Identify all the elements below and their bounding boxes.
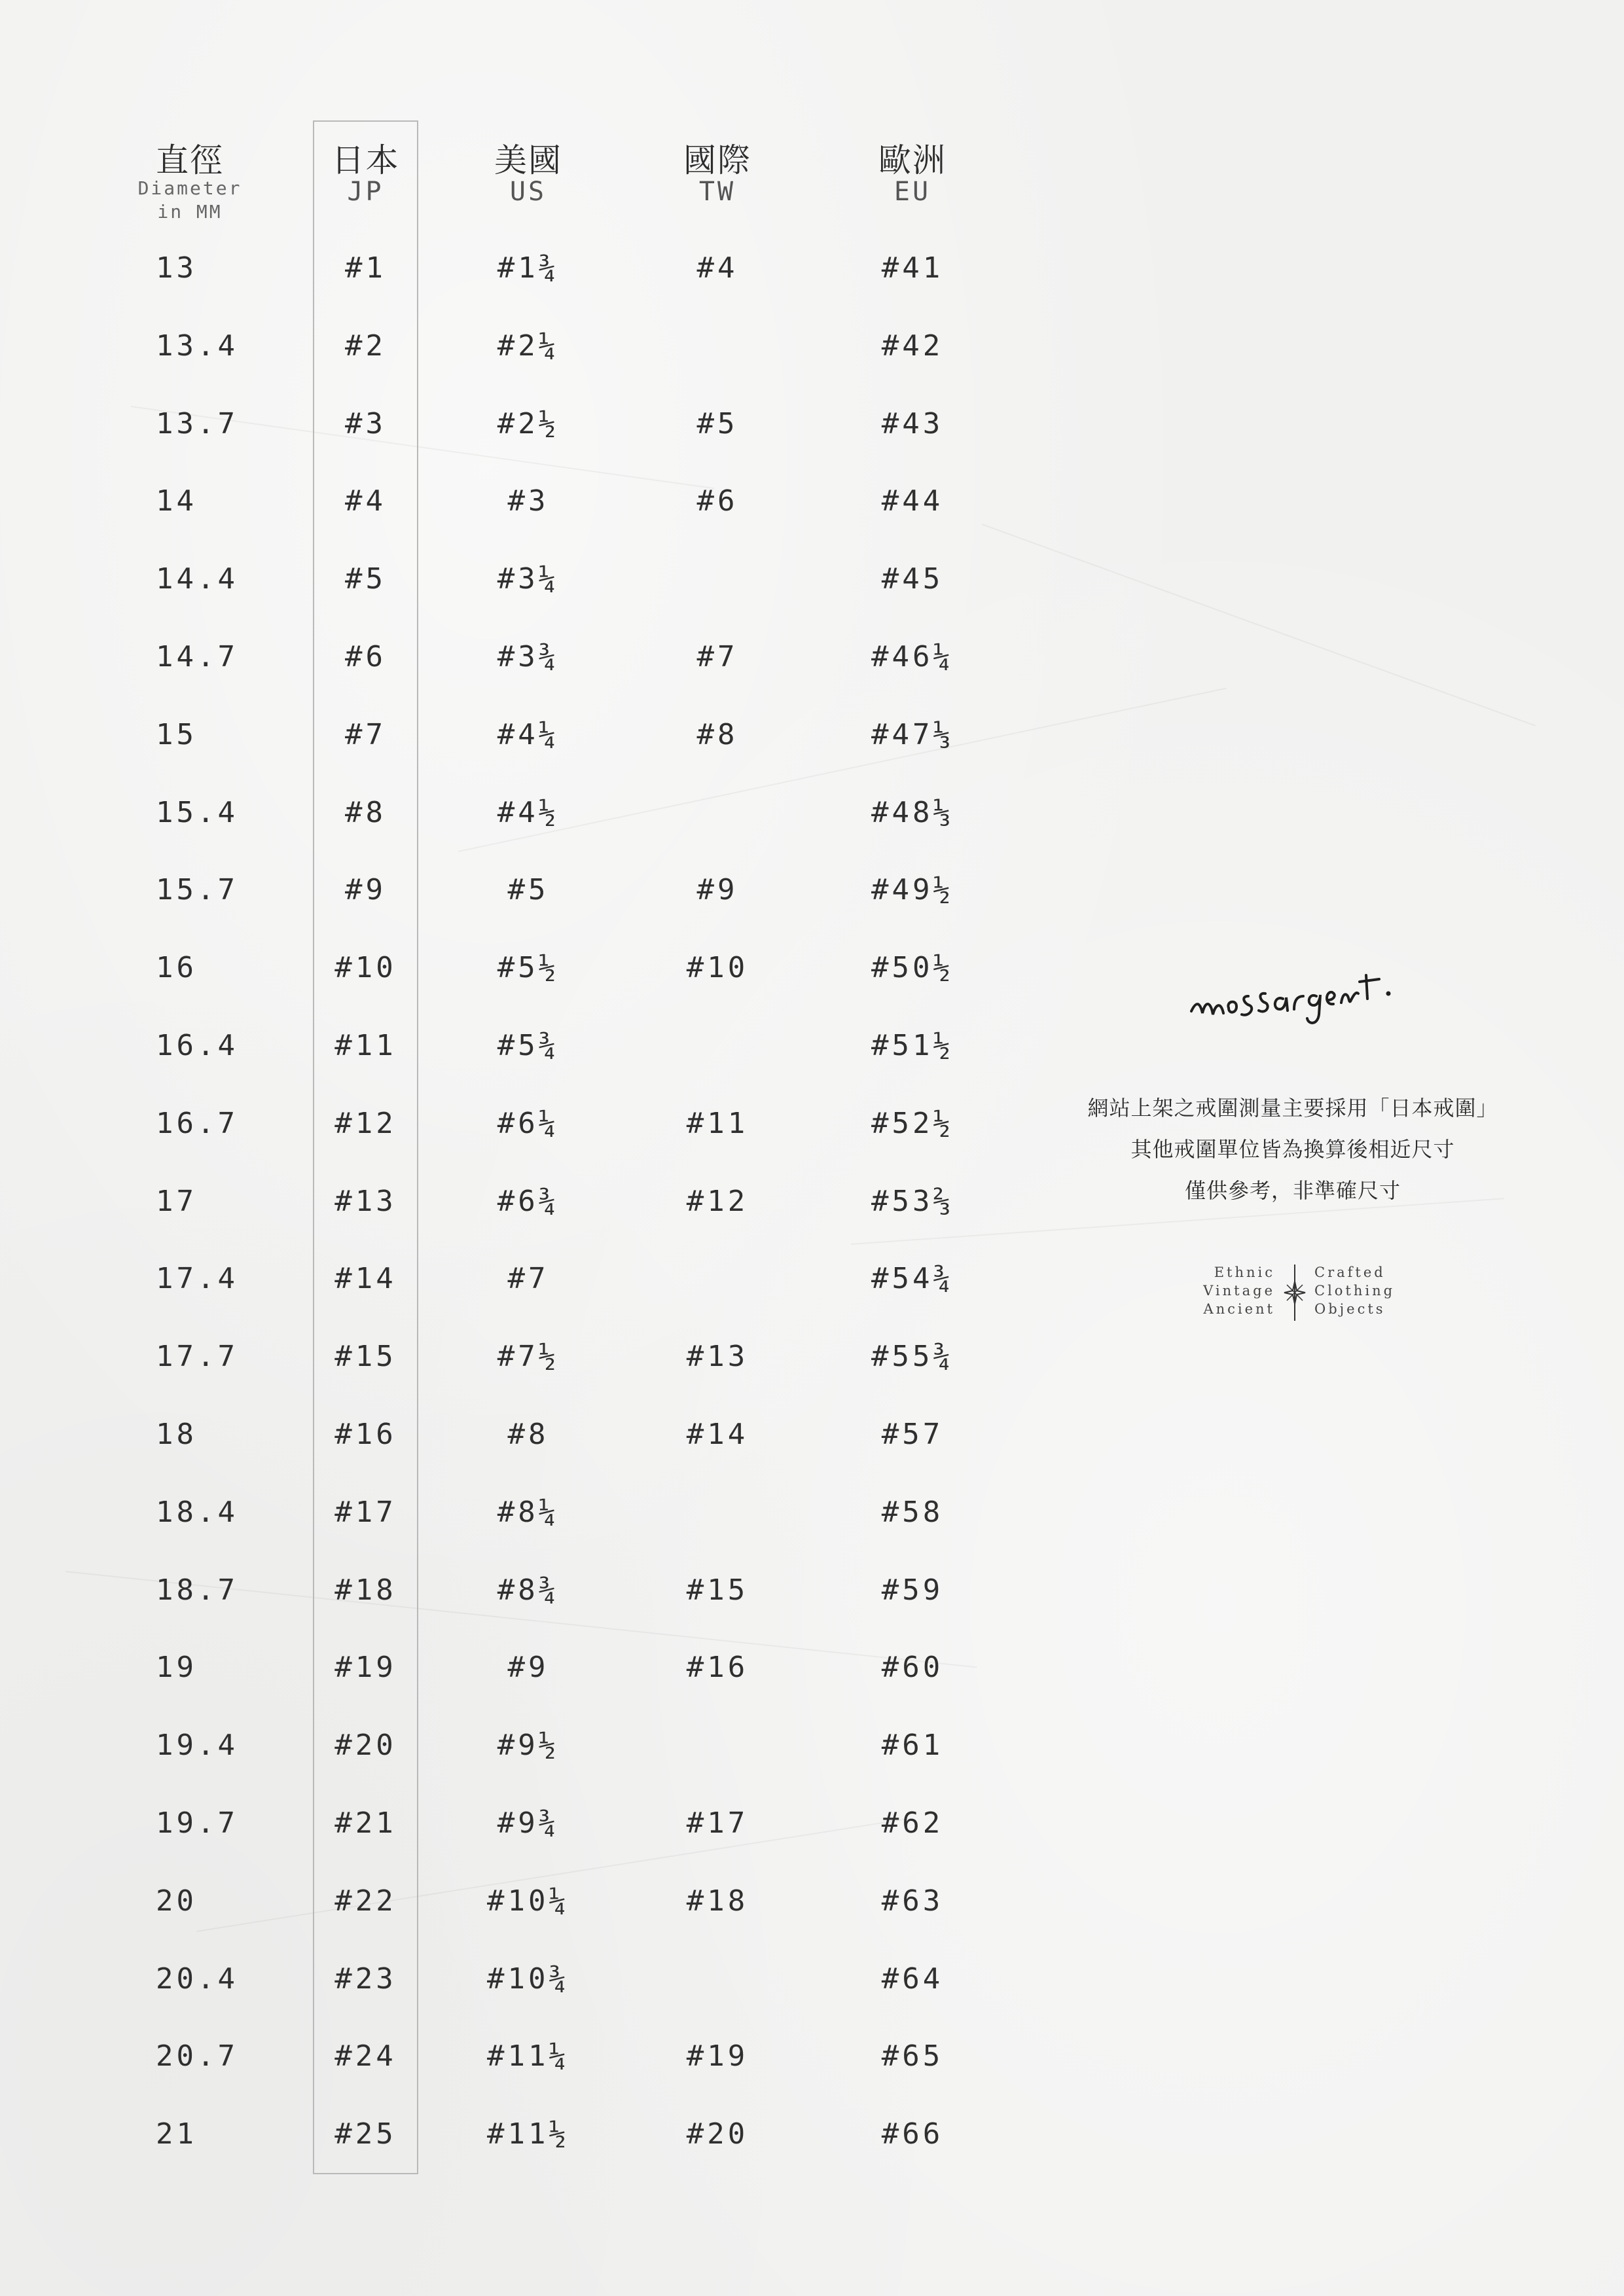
cell-us: #2½	[497, 406, 560, 440]
cell-mm: 14.4	[156, 562, 238, 596]
cell-mm: 14	[156, 484, 197, 518]
cell-mm: 19.4	[156, 1729, 238, 1763]
cell-us: #7	[507, 1262, 549, 1296]
cell-us: #9	[507, 1651, 549, 1685]
cell-jp: #23	[334, 1962, 397, 1996]
cell-eu: #42	[881, 329, 944, 363]
cell-jp: #10	[334, 951, 397, 985]
cell-jp: #2	[345, 329, 386, 363]
cell-tw: #9	[696, 873, 738, 907]
cell-tw	[652, 327, 783, 366]
cell-tw: #6	[696, 484, 738, 518]
cell-us: #5¾	[497, 1029, 560, 1062]
cell-mm: 14.7	[156, 640, 238, 673]
header-tw-zh: 國際	[683, 141, 751, 179]
cell-tw: #16	[686, 1651, 749, 1685]
cell-tw: #20	[686, 2117, 749, 2151]
cell-tw	[652, 1259, 783, 1299]
cell-us: #11¼	[487, 2039, 569, 2073]
cell-mm: 15.7	[156, 873, 238, 907]
cell-mm: 18.4	[156, 1495, 238, 1529]
column-diameter	[124, 0, 255, 2296]
cell-tw: #8	[696, 717, 738, 751]
cell-us: #10¾	[487, 1962, 569, 1996]
cell-jp: #19	[334, 1651, 397, 1685]
cell-mm: 15.4	[156, 795, 238, 829]
cell-eu: #60	[881, 1651, 944, 1685]
cell-mm: 18.7	[156, 1573, 238, 1607]
brand-logo	[1188, 962, 1404, 1041]
cell-mm: 20	[156, 1884, 197, 1918]
cell-mm: 16.7	[156, 1106, 238, 1140]
cell-tw	[652, 1493, 783, 1532]
cell-jp: #17	[334, 1495, 397, 1529]
cell-jp: #15	[334, 1340, 397, 1374]
cell-mm: 16.4	[156, 1029, 238, 1062]
cell-us: #5½	[497, 951, 560, 985]
paper-crease	[982, 524, 1536, 726]
tagline-word: Ancient	[1203, 1301, 1275, 1317]
cell-eu: #57	[881, 1418, 944, 1451]
cell-eu: #45	[881, 562, 944, 596]
cell-eu: #62	[881, 1806, 944, 1840]
cell-eu: #58	[881, 1495, 944, 1529]
cell-tw: #10	[686, 951, 749, 985]
cell-mm: 13.4	[156, 329, 238, 363]
cell-us: #2¼	[497, 329, 560, 363]
header-jp-en: JP	[347, 177, 384, 207]
cell-mm: 15	[156, 717, 197, 751]
tagline-word: Objects	[1314, 1301, 1386, 1317]
cell-eu: #64	[881, 1962, 944, 1996]
cell-us: #3¼	[497, 562, 560, 596]
cell-jp: #9	[345, 873, 386, 907]
cell-mm: 20.4	[156, 1962, 238, 1996]
header-diameter-sub-line: in MM	[157, 201, 223, 223]
column-us	[463, 0, 594, 2296]
cell-jp: #1	[345, 251, 386, 285]
cell-jp: #14	[334, 1262, 397, 1296]
cell-eu: #41	[881, 251, 944, 285]
sparkle-icon	[1282, 1263, 1308, 1322]
cell-jp: #16	[334, 1418, 397, 1451]
cell-mm: 13	[156, 251, 197, 285]
cell-tw	[652, 1960, 783, 1999]
header-diameter-sub-line: Diameter	[137, 177, 242, 199]
header-diameter-sub	[124, 177, 255, 224]
cell-eu: #61	[881, 1729, 944, 1763]
cell-us: #4½	[497, 795, 560, 829]
cell-eu: #50½	[871, 951, 954, 985]
cell-jp: #6	[345, 640, 386, 673]
note-line-3: 僅供參考，非準確尺寸	[1184, 1178, 1401, 1203]
cell-tw	[652, 560, 783, 599]
cell-tw: #13	[686, 1340, 749, 1374]
cell-eu: #46¼	[871, 640, 954, 673]
cell-us: #8	[507, 1418, 549, 1451]
header-eu-en: EU	[893, 177, 931, 207]
cell-eu: #63	[881, 1884, 944, 1918]
cell-tw: #11	[686, 1106, 749, 1140]
cell-us: #10¼	[487, 1884, 569, 1918]
header-diameter-zh: 直徑	[156, 141, 224, 179]
cell-us: #4¼	[497, 717, 560, 751]
cell-jp: #3	[345, 406, 386, 440]
cell-mm: 13.7	[156, 406, 238, 440]
column-eu	[847, 0, 978, 2296]
cell-eu: #52½	[871, 1106, 954, 1140]
cell-jp: #7	[345, 717, 386, 751]
cell-tw: #19	[686, 2039, 749, 2073]
cell-tw	[652, 793, 783, 833]
cell-us: #11½	[487, 2117, 569, 2151]
cell-us: #8¾	[497, 1573, 560, 1607]
cell-tw: #14	[686, 1418, 749, 1451]
cell-jp: #11	[334, 1029, 397, 1062]
cell-tw: #18	[686, 1884, 749, 1918]
column-tw	[652, 0, 783, 2296]
cell-jp: #20	[334, 1729, 397, 1763]
cell-eu: #66	[881, 2117, 944, 2151]
header-jp-zh: 日本	[331, 141, 400, 179]
cell-us: #6¼	[497, 1106, 560, 1140]
tagline-word: Ethnic	[1214, 1265, 1275, 1280]
cell-tw	[652, 1026, 783, 1066]
cell-eu: #54¾	[871, 1262, 954, 1296]
cell-tw	[652, 1726, 783, 1765]
cell-mm: 17	[156, 1184, 197, 1218]
cell-jp: #13	[334, 1184, 397, 1218]
cell-jp: #25	[334, 2117, 397, 2151]
cell-jp: #12	[334, 1106, 397, 1140]
cell-tw: #5	[696, 406, 738, 440]
cell-jp: #22	[334, 1884, 397, 1918]
column-jp	[313, 0, 418, 2296]
header-us-zh: 美國	[494, 141, 562, 179]
cell-mm: 19.7	[156, 1806, 238, 1840]
cell-us: #6¾	[497, 1184, 560, 1218]
tagline-word: Clothing	[1314, 1283, 1396, 1299]
cell-eu: #59	[881, 1573, 944, 1607]
cell-us: #9½	[497, 1729, 560, 1763]
tagline-left	[1203, 1263, 1275, 1318]
cell-tw: #17	[686, 1806, 749, 1840]
cell-mm: 19	[156, 1651, 197, 1685]
cell-jp: #4	[345, 484, 386, 518]
cell-eu: #48⅓	[871, 795, 954, 829]
cell-tw: #12	[686, 1184, 749, 1218]
cell-us: #1¾	[497, 251, 560, 285]
note-line-1: 網站上架之戒圍測量主要採用「日本戒圍」	[1087, 1096, 1498, 1121]
cell-eu: #51½	[871, 1029, 954, 1062]
cell-jp: #5	[345, 562, 386, 596]
cell-mm: 21	[156, 2117, 197, 2151]
tagline-right	[1314, 1263, 1406, 1318]
cell-tw: #15	[686, 1573, 749, 1607]
cell-mm: 17.4	[156, 1262, 238, 1296]
cell-mm: 17.7	[156, 1340, 238, 1374]
header-us-en: US	[509, 177, 547, 207]
cell-us: #9¾	[497, 1806, 560, 1840]
cell-us: #5	[507, 873, 549, 907]
cell-eu: #53⅔	[871, 1184, 954, 1218]
cell-mm: 18	[156, 1418, 197, 1451]
cell-eu: #47⅓	[871, 717, 954, 751]
cell-us: #3¾	[497, 640, 560, 673]
header-eu-zh: 歐洲	[878, 141, 947, 179]
cell-mm: 20.7	[156, 2039, 238, 2073]
cell-jp: #24	[334, 2039, 397, 2073]
cell-jp: #8	[345, 795, 386, 829]
header-tw-en: TW	[698, 177, 736, 207]
cell-us: #7½	[497, 1340, 560, 1374]
cell-mm: 16	[156, 951, 197, 985]
cell-eu: #65	[881, 2039, 944, 2073]
cell-eu: #43	[881, 406, 944, 440]
cell-us: #8¼	[497, 1495, 560, 1529]
cell-eu: #55¾	[871, 1340, 954, 1374]
cell-tw: #4	[696, 251, 738, 285]
cell-jp: #21	[334, 1806, 397, 1840]
cell-eu: #44	[881, 484, 944, 518]
cell-tw: #7	[696, 640, 738, 673]
cell-eu: #49½	[871, 873, 954, 907]
tagline-word: Crafted	[1314, 1265, 1386, 1280]
cell-jp: #18	[334, 1573, 397, 1607]
cell-us: #3	[507, 484, 549, 518]
note-line-2: 其他戒圍單位皆為換算後相近尺寸	[1130, 1137, 1455, 1162]
tagline-word: Vintage	[1203, 1283, 1275, 1299]
